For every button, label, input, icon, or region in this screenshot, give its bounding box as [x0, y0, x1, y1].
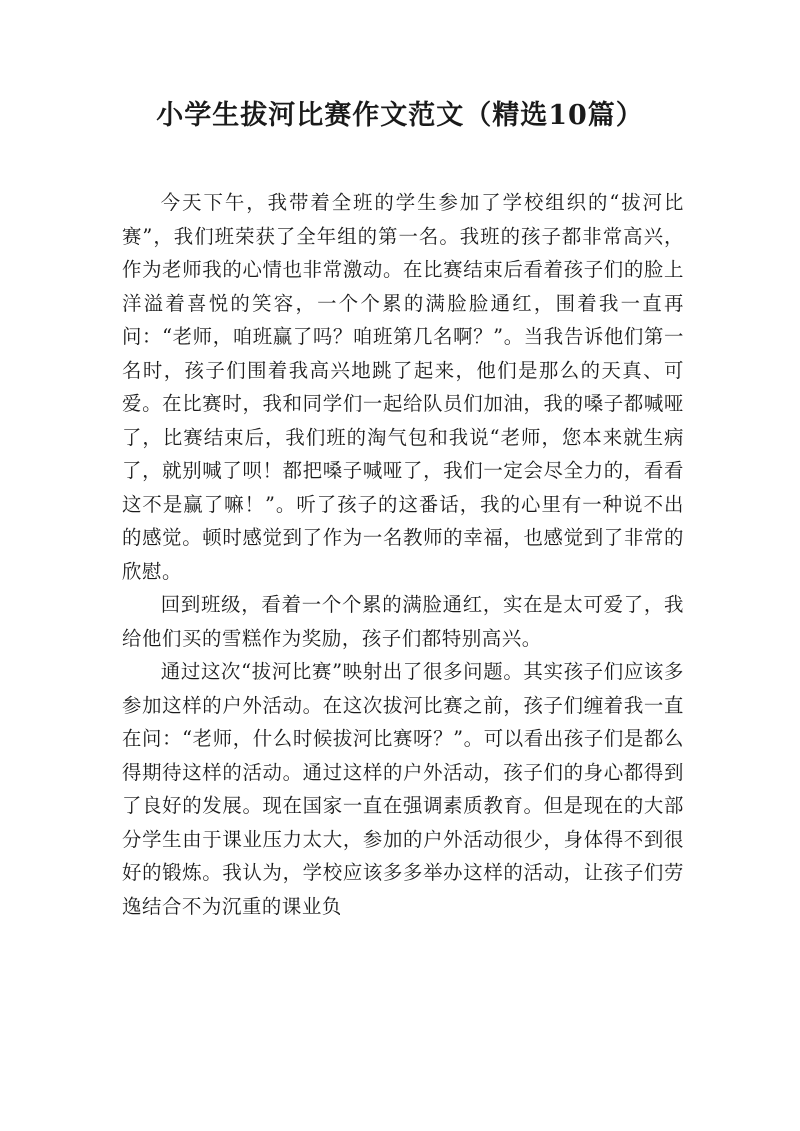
paragraph-1: 今天下午，我带着全班的学生参加了学校组织的“拔河比赛”，我们班荣获了全年组的第一名。我班的孩子都非常高兴，作为老师我的心情也非常激动。在比赛结束后看着孩子们的脸上洋溢着喜悦的笑容，一个个累的满脸脸通红，围着我一直再问：“老师，咱班赢了吗？咱班第几名啊？”。当我告诉他们第一名时，孩子们围着我高兴地跳了起来，他们是那么的天真、可爱。在比赛时，我和同学们一起给队员们加油，我的嗓子都喊哑了，比赛结束后，我们班的淘气包和我说“老师，您本来就生病了，就别喊了呗！都把嗓子喊哑了，我们一定会尽全力的，看看这不是赢了嘛！”。听了孩子的这番话，我的心里有一种说不出的感觉。顿时感觉到了作为一名教师的幸福，也感觉到了非常的欣慰。	[122, 191, 684, 583]
document-body	[122, 186, 684, 923]
paragraph-2: 回到班级，看着一个个累的满脸通红，实在是太可爱了，我给他们买的雪糕作为奖励，孩子们都特别高兴。	[122, 593, 684, 650]
paragraph-3: 通过这次“拔河比赛”映射出了很多问题。其实孩子们应该多参加这样的户外活动。在这次拔河比赛之前，孩子们缠着我一直在问：“老师，什么时候拔河比赛呀？”。可以看出孩子们是都么得期待这样的活动。通过这样的户外活动，孩子们的身心都得到了良好的发展。现在国家一直在强调素质教育。但是现在的大部分学生由于课业压力太大，参加的户外活动很少，身体得不到很好的锻炼。我认为，学校应该多多举办这样的活动，让孩子们劳逸结合不为沉重的课业负	[122, 660, 684, 918]
document-title: 小学生拔河比赛作文范文（精选10篇）	[156, 100, 644, 131]
